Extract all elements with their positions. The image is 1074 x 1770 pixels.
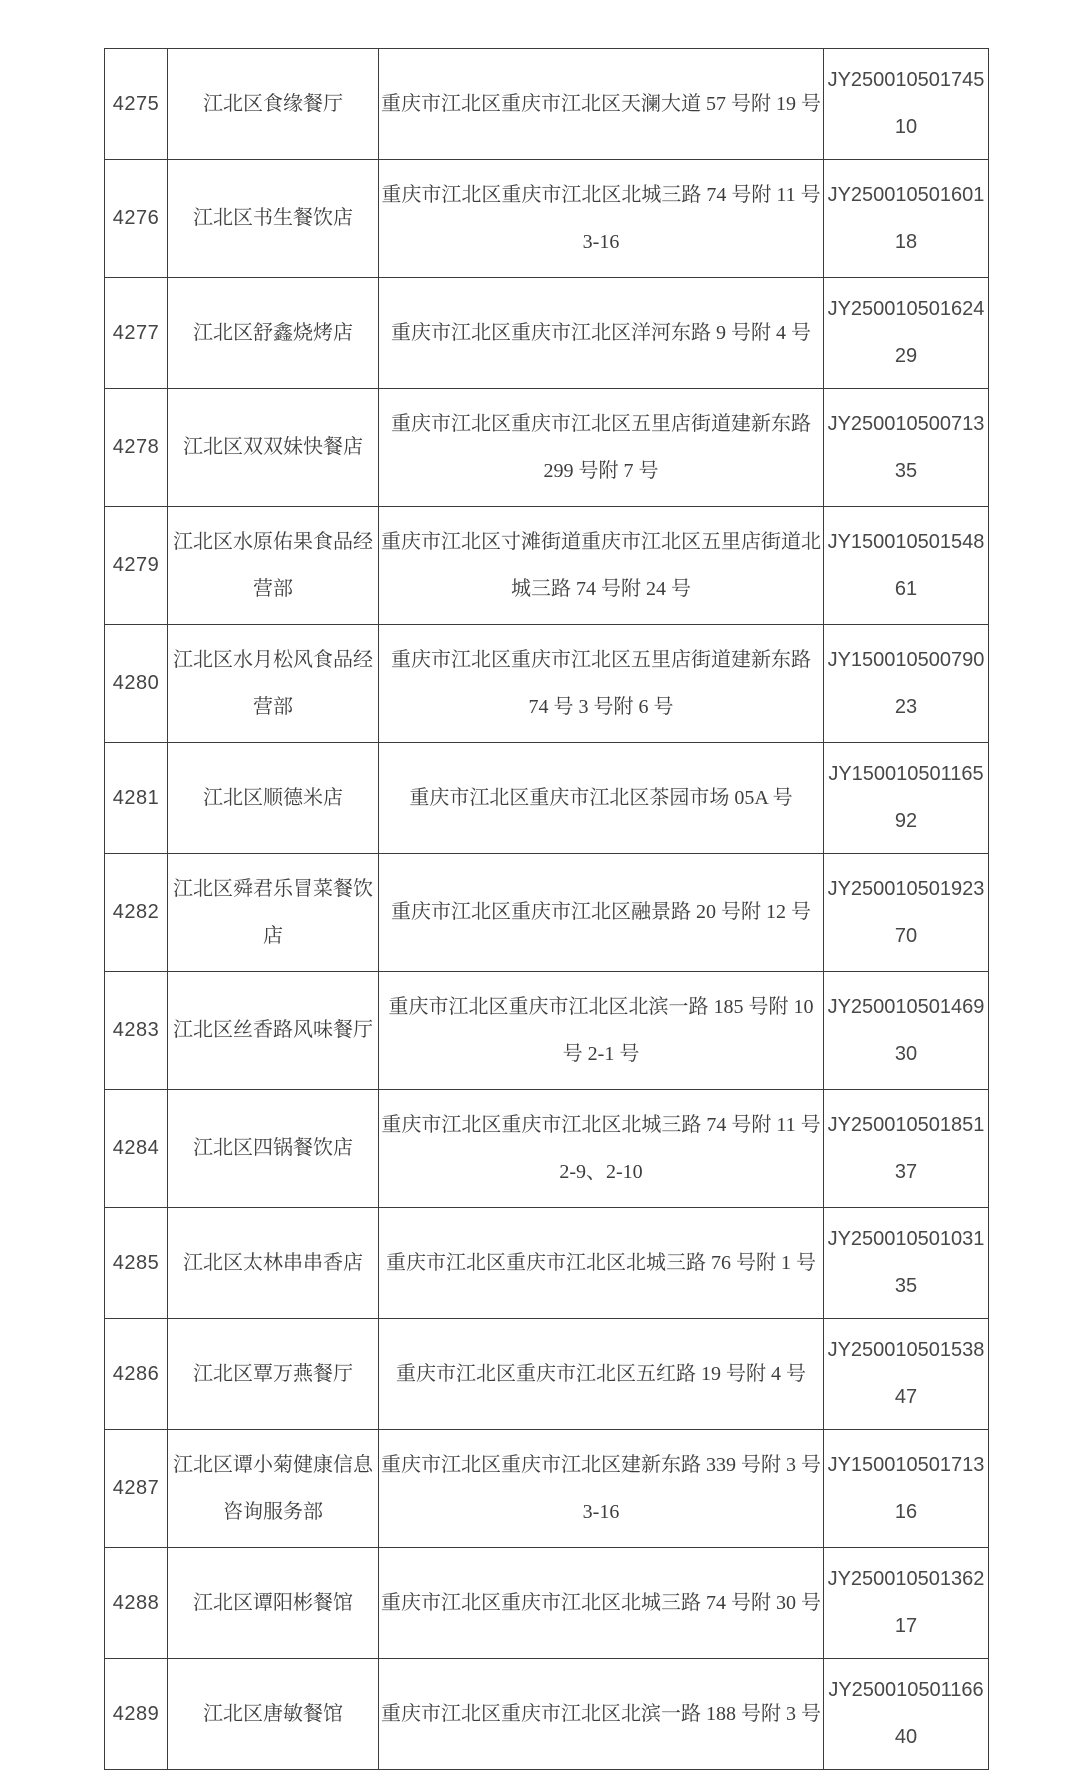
address-cell: 重庆市江北区重庆市江北区北城三路 76 号附 1 号 [379, 1208, 824, 1319]
address-cell: 重庆市江北区重庆市江北区北城三路 74 号附 30 号 [379, 1548, 824, 1659]
index-cell: 4283 [105, 972, 168, 1090]
address-cell: 重庆市江北区重庆市江北区五里店街道建新东路 74 号 3 号附 6 号 [379, 625, 824, 743]
business-name-cell: 江北区顺德米店 [168, 743, 379, 854]
index-cell: 4279 [105, 507, 168, 625]
index-cell: 4275 [105, 49, 168, 160]
index-cell: 4286 [105, 1319, 168, 1430]
business-name-cell: 江北区水月松风食品经营部 [168, 625, 379, 743]
address-cell: 重庆市江北区重庆市江北区建新东路 339 号附 3 号 3-16 [379, 1430, 824, 1548]
table-row [105, 1430, 989, 1548]
business-name-cell: 江北区四锅餐饮店 [168, 1090, 379, 1208]
business-name-cell: 江北区水原佑果食品经营部 [168, 507, 379, 625]
table-row [105, 743, 989, 854]
table-row [105, 1090, 989, 1208]
index-cell: 4285 [105, 1208, 168, 1319]
index-cell: 4282 [105, 854, 168, 972]
index-cell: 4277 [105, 278, 168, 389]
license-cell: JY25001050192370 [824, 854, 989, 972]
address-cell: 重庆市江北区重庆市江北区北滨一路 188 号附 3 号 [379, 1659, 824, 1770]
business-name-cell: 江北区书生餐饮店 [168, 160, 379, 278]
address-cell: 重庆市江北区重庆市江北区北城三路 74 号附 11 号 2-9、2-10 [379, 1090, 824, 1208]
business-name-cell: 江北区双双妹快餐店 [168, 389, 379, 507]
address-cell: 重庆市江北区重庆市江北区洋河东路 9 号附 4 号 [379, 278, 824, 389]
license-cell: JY25001050174510 [824, 49, 989, 160]
address-cell: 重庆市江北区重庆市江北区天澜大道 57 号附 19 号 [379, 49, 824, 160]
business-name-cell: 江北区太林串串香店 [168, 1208, 379, 1319]
table-row [105, 1319, 989, 1430]
table-row [105, 1208, 989, 1319]
table-row [105, 278, 989, 389]
address-cell: 重庆市江北区重庆市江北区北滨一路 185 号附 10 号 2-1 号 [379, 972, 824, 1090]
license-cell: JY25001050146930 [824, 972, 989, 1090]
license-cell: JY25001050160118 [824, 160, 989, 278]
business-name-cell: 江北区唐敏餐馆 [168, 1659, 379, 1770]
license-cell: JY25001050103135 [824, 1208, 989, 1319]
license-cell: JY15001050079023 [824, 625, 989, 743]
table-row [105, 507, 989, 625]
index-cell: 4280 [105, 625, 168, 743]
index-cell: 4287 [105, 1430, 168, 1548]
license-cell: JY25001050071335 [824, 389, 989, 507]
address-cell: 重庆市江北区重庆市江北区茶园市场 05A 号 [379, 743, 824, 854]
address-cell: 重庆市江北区重庆市江北区五里店街道建新东路 299 号附 7 号 [379, 389, 824, 507]
business-name-cell: 江北区食缘餐厅 [168, 49, 379, 160]
license-cell: JY15001050171316 [824, 1430, 989, 1548]
business-name-cell: 江北区舜君乐冒菜餐饮店 [168, 854, 379, 972]
index-cell: 4289 [105, 1659, 168, 1770]
license-cell: JY25001050153847 [824, 1319, 989, 1430]
address-cell: 重庆市江北区重庆市江北区融景路 20 号附 12 号 [379, 854, 824, 972]
table-row [105, 49, 989, 160]
license-cell: JY15001050116592 [824, 743, 989, 854]
table-row [105, 160, 989, 278]
table-row [105, 972, 989, 1090]
address-cell: 重庆市江北区重庆市江北区北城三路 74 号附 11 号 3-16 [379, 160, 824, 278]
table-row [105, 389, 989, 507]
index-cell: 4276 [105, 160, 168, 278]
license-cell: JY15001050154861 [824, 507, 989, 625]
business-registry-table [104, 48, 989, 1770]
address-cell: 重庆市江北区重庆市江北区五红路 19 号附 4 号 [379, 1319, 824, 1430]
license-cell: JY25001050162429 [824, 278, 989, 389]
index-cell: 4278 [105, 389, 168, 507]
table-row [105, 1548, 989, 1659]
license-cell: JY25001050116640 [824, 1659, 989, 1770]
table-row [105, 625, 989, 743]
business-name-cell: 江北区覃万燕餐厅 [168, 1319, 379, 1430]
table-row [105, 1659, 989, 1770]
business-name-cell: 江北区谭小菊健康信息咨询服务部 [168, 1430, 379, 1548]
address-cell: 重庆市江北区寸滩街道重庆市江北区五里店街道北城三路 74 号附 24 号 [379, 507, 824, 625]
index-cell: 4288 [105, 1548, 168, 1659]
business-name-cell: 江北区丝香路风味餐厅 [168, 972, 379, 1090]
business-name-cell: 江北区谭阳彬餐馆 [168, 1548, 379, 1659]
index-cell: 4284 [105, 1090, 168, 1208]
license-cell: JY25001050185137 [824, 1090, 989, 1208]
index-cell: 4281 [105, 743, 168, 854]
license-cell: JY25001050136217 [824, 1548, 989, 1659]
business-name-cell: 江北区舒鑫烧烤店 [168, 278, 379, 389]
table-row [105, 854, 989, 972]
